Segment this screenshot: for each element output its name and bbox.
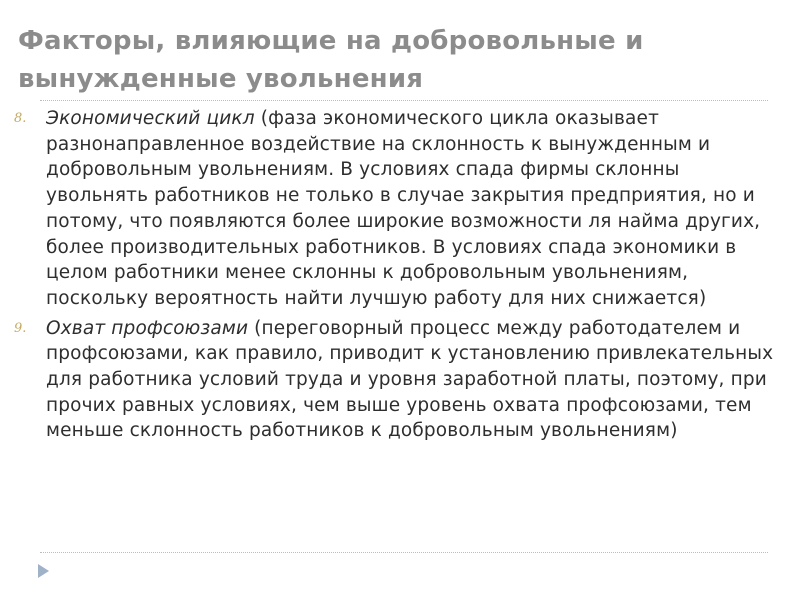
list-item-term: Экономический цикл	[46, 108, 255, 129]
title-divider	[40, 100, 768, 101]
list-item-text: (переговорный процесс между работодателем и профсоюзами, как правило, приводит к установлению привлекательных для работника условий труда и уровня заработной платы, поэтому, при прочих равных условиях, чем выше уровень охвата профсоюзами, тем меньше склонность работников к добровольным увольнениям)	[46, 317, 774, 442]
list-item	[14, 106, 784, 312]
slide-title: Факторы, влияющие на добровольные и вынужденные увольнения	[18, 26, 644, 94]
footer-divider	[40, 552, 768, 553]
list-number: 9.	[14, 320, 27, 336]
list-item-body	[46, 316, 784, 445]
list-item-text: (фаза экономического цикла оказывает разнонаправленное воздействие на склонность к вынужденным и добровольным увольнениям. В условиях спада фирмы склонны увольнять работников не только в случае закрытия предприятия, но и потому, что появляются более широкие возможности ля найма других, более производительных работников. В условиях спада экономики в целом работники менее склонны к добровольным увольнениям, поскольку вероятность найти лучшую работу для них снижается)	[46, 108, 761, 309]
list-number: 8.	[14, 111, 27, 126]
list-item	[14, 316, 784, 445]
bullet-list	[14, 106, 784, 448]
play-triangle-icon[interactable]	[38, 564, 49, 578]
list-item-body	[46, 106, 784, 312]
list-item-term: Охват профсоюзами	[46, 317, 249, 339]
